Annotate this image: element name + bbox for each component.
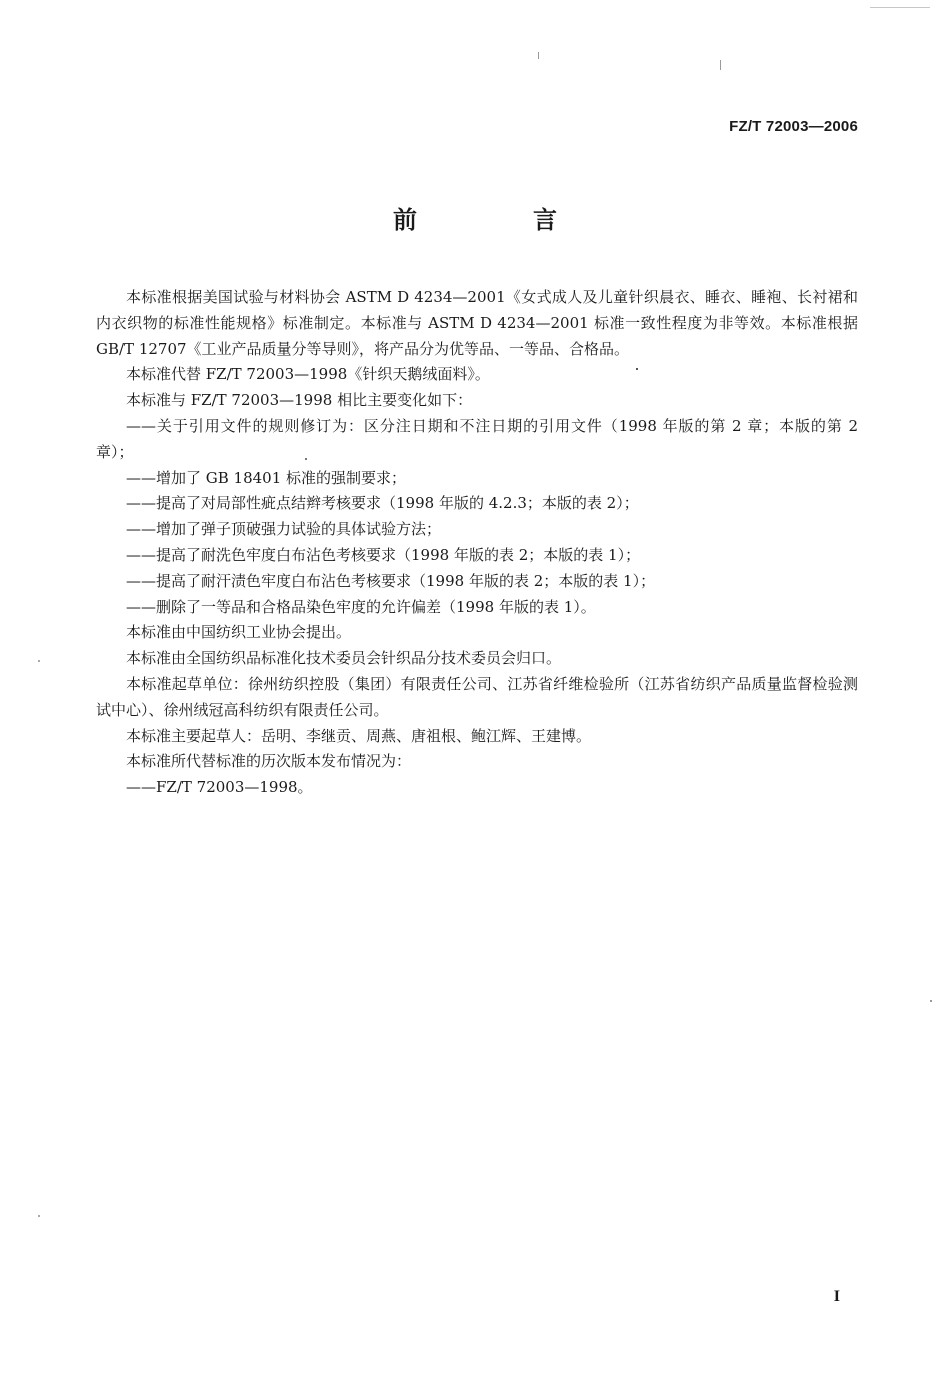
scan-speck bbox=[305, 458, 307, 460]
scan-speck bbox=[720, 60, 721, 70]
paragraph-changes-intro: 本标准与 FZ/T 72003—1998 相比主要变化如下： bbox=[126, 391, 473, 410]
foreword-body bbox=[96, 285, 858, 801]
paragraph-basis: 本标准根据美国试验与材料协会 ASTM D 4234—2001《女式成人及儿童针织晨衣、睡衣、睡袍、长衬裙和内衣织物的标准性能规格》标准制定。本标准与 ASTM D 4234—2001 标准一致性程度为非等效。本标准根据 GB/T 12707《工业产品质量分等导则》，将产品分为优等品、一等品、合格品。 bbox=[96, 288, 858, 358]
paragraph-drafters: 本标准主要起草人：岳明、李继贡、周燕、唐祖根、鲍江辉、王建博。 bbox=[126, 726, 592, 745]
change-item: ——提高了对局部性疵点结辫考核要求（1998 年版的 4.2.3；本版的表 2）； bbox=[126, 494, 639, 513]
page-number: I bbox=[833, 1288, 840, 1305]
scan-speck bbox=[38, 660, 40, 662]
paragraph-history-intro: 本标准所代替标准的历次版本发布情况为： bbox=[126, 752, 412, 771]
scan-speck bbox=[538, 52, 539, 59]
paragraph-replaces: 本标准代替 FZ/T 72003—1998《针织天鹅绒面料》。 bbox=[126, 365, 490, 384]
standard-code: FZ/T 72003—2006 bbox=[729, 118, 858, 135]
change-item: ——提高了耐洗色牢度白布沾色考核要求（1998 年版的表 2；本版的表 1）； bbox=[126, 545, 641, 564]
scan-speck bbox=[636, 368, 638, 370]
change-item: ——关于引用文件的规则修订为：区分注日期和不注日期的引用文件（1998 年版的第 2 章；本版的第 2 章）； bbox=[96, 416, 858, 461]
paragraph-committee: 本标准由全国纺织品标准化技术委员会针织品分技术委员会归口。 bbox=[126, 649, 562, 668]
scan-speck bbox=[38, 1215, 40, 1217]
page-title: 前 言 bbox=[393, 206, 603, 234]
change-item: ——删除了一等品和合格品染色牢度的允许偏差（1998 年版的表 1）。 bbox=[126, 597, 596, 616]
change-item: ——增加了 GB 18401 标准的强制要求； bbox=[126, 468, 407, 487]
change-item: ——增加了弹子顶破强力试验的具体试验方法； bbox=[126, 520, 442, 539]
scan-speck bbox=[930, 1000, 932, 1002]
paragraph-proposer: 本标准由中国纺织工业协会提出。 bbox=[126, 623, 352, 642]
history-item: ——FZ/T 72003—1998。 bbox=[126, 778, 313, 797]
paragraph-drafting-units: 本标准起草单位：徐州纺织控股（集团）有限责任公司、江苏省纤维检验所（江苏省纺织产品质量监督检验测试中心）、徐州绒冠高科纺织有限责任公司。 bbox=[96, 674, 858, 719]
scan-speck bbox=[870, 7, 930, 8]
change-item: ——提高了耐汗渍色牢度白布沾色考核要求（1998 年版的表 2；本版的表 1）； bbox=[126, 571, 656, 590]
